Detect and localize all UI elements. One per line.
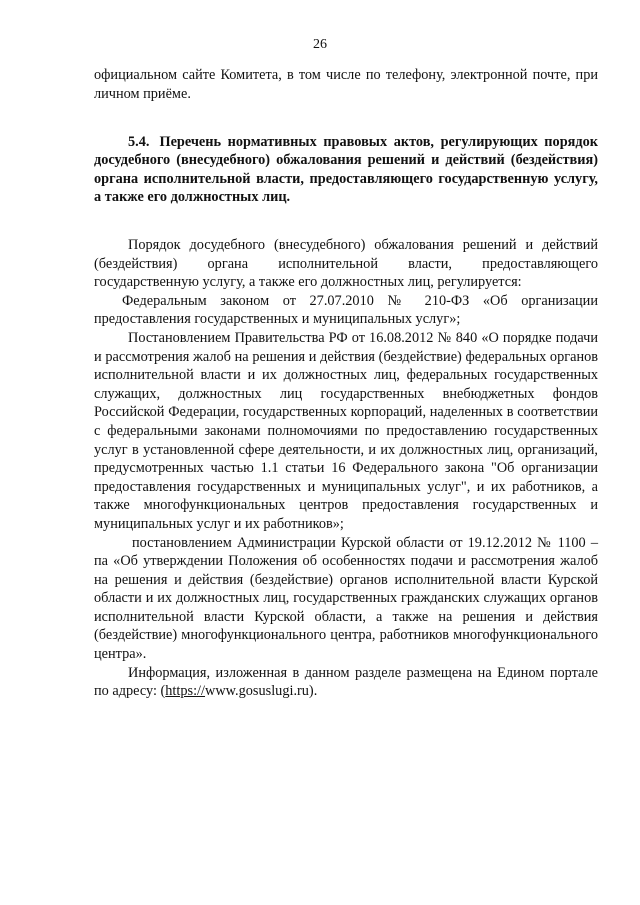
paragraph-federal-law: Федеральным законом от 27.07.2010 № 210-ФЗ «Об организации предоставления государственных и муниципальных услуг»; <box>94 292 598 328</box>
gosuslugi-link-protocol[interactable]: https:// <box>165 683 206 700</box>
top-text-block <box>94 66 598 103</box>
info-text-start: Информация, изложенная в данном разделе размещена на Едином портале по адресу: ( <box>94 664 598 700</box>
paragraph-procedure: Порядок досудебного (внесудебного) обжалования решений и действий (бездействия) органа исполнительной власти, предоставляющего государственную услугу, а также его должностных лиц, регулируется: <box>94 237 598 291</box>
page-number: 26 <box>313 37 327 52</box>
paragraph-information <box>94 664 598 701</box>
paragraph-kursk-resolution: постановлением Администрации Курской области от 19.12.2012 № 1100 – па «Об утверждении Положения об особенностях подачи и рассмотрения жалоб на решения и действия (бездействие) органов исполнительной власти Курской области и их должностных лиц, государственных гражданских служащих органов исполнительной власти Курской области, а также на решения и действия (бездействие) многофункционального центра, работников многофункционального центра». <box>94 534 598 663</box>
paragraph-government-resolution: Постановлением Правительства РФ от 16.08.2012 № 840 «О порядке подачи и рассмотрения жалоб на решения и действия (бездействие) федеральных органов исполнительной власти и их должностных лиц, федеральных государственных служащих, должностных лиц государственных внебюджетных фондов Российской Федерации, государственных корпораций, наделенных в соответствии с федеральными законами полномочиями по предоставлению государственных услуг в установленной сфере деятельности, и их должностных лиц, организаций, предусмотренных частью 1.1 статьи 16 Федерального закона "Об организации предоставления государственных и муниципальных услуг", и их работников, а также многофункциональных центров предоставления государственных и муниципальных услуг и их работников»; <box>94 329 598 532</box>
top-paragraph: официальном сайте Комитета, в том числе по телефону, электронной почте, при личном приёме. <box>94 67 598 102</box>
info-text-end: www.gosuslugi.ru). <box>205 683 318 700</box>
main-text-block <box>94 236 598 701</box>
section-title: Перечень нормативных правовых актов, регулирующих порядок досудебного (внесудебного) обжалования решений и действий (бездействия) органа исполнительной власти, предоставляющего государственную услугу, а также его должностных лиц. <box>94 134 598 206</box>
section-heading <box>94 133 598 207</box>
section-number: 5.4. <box>128 134 150 150</box>
